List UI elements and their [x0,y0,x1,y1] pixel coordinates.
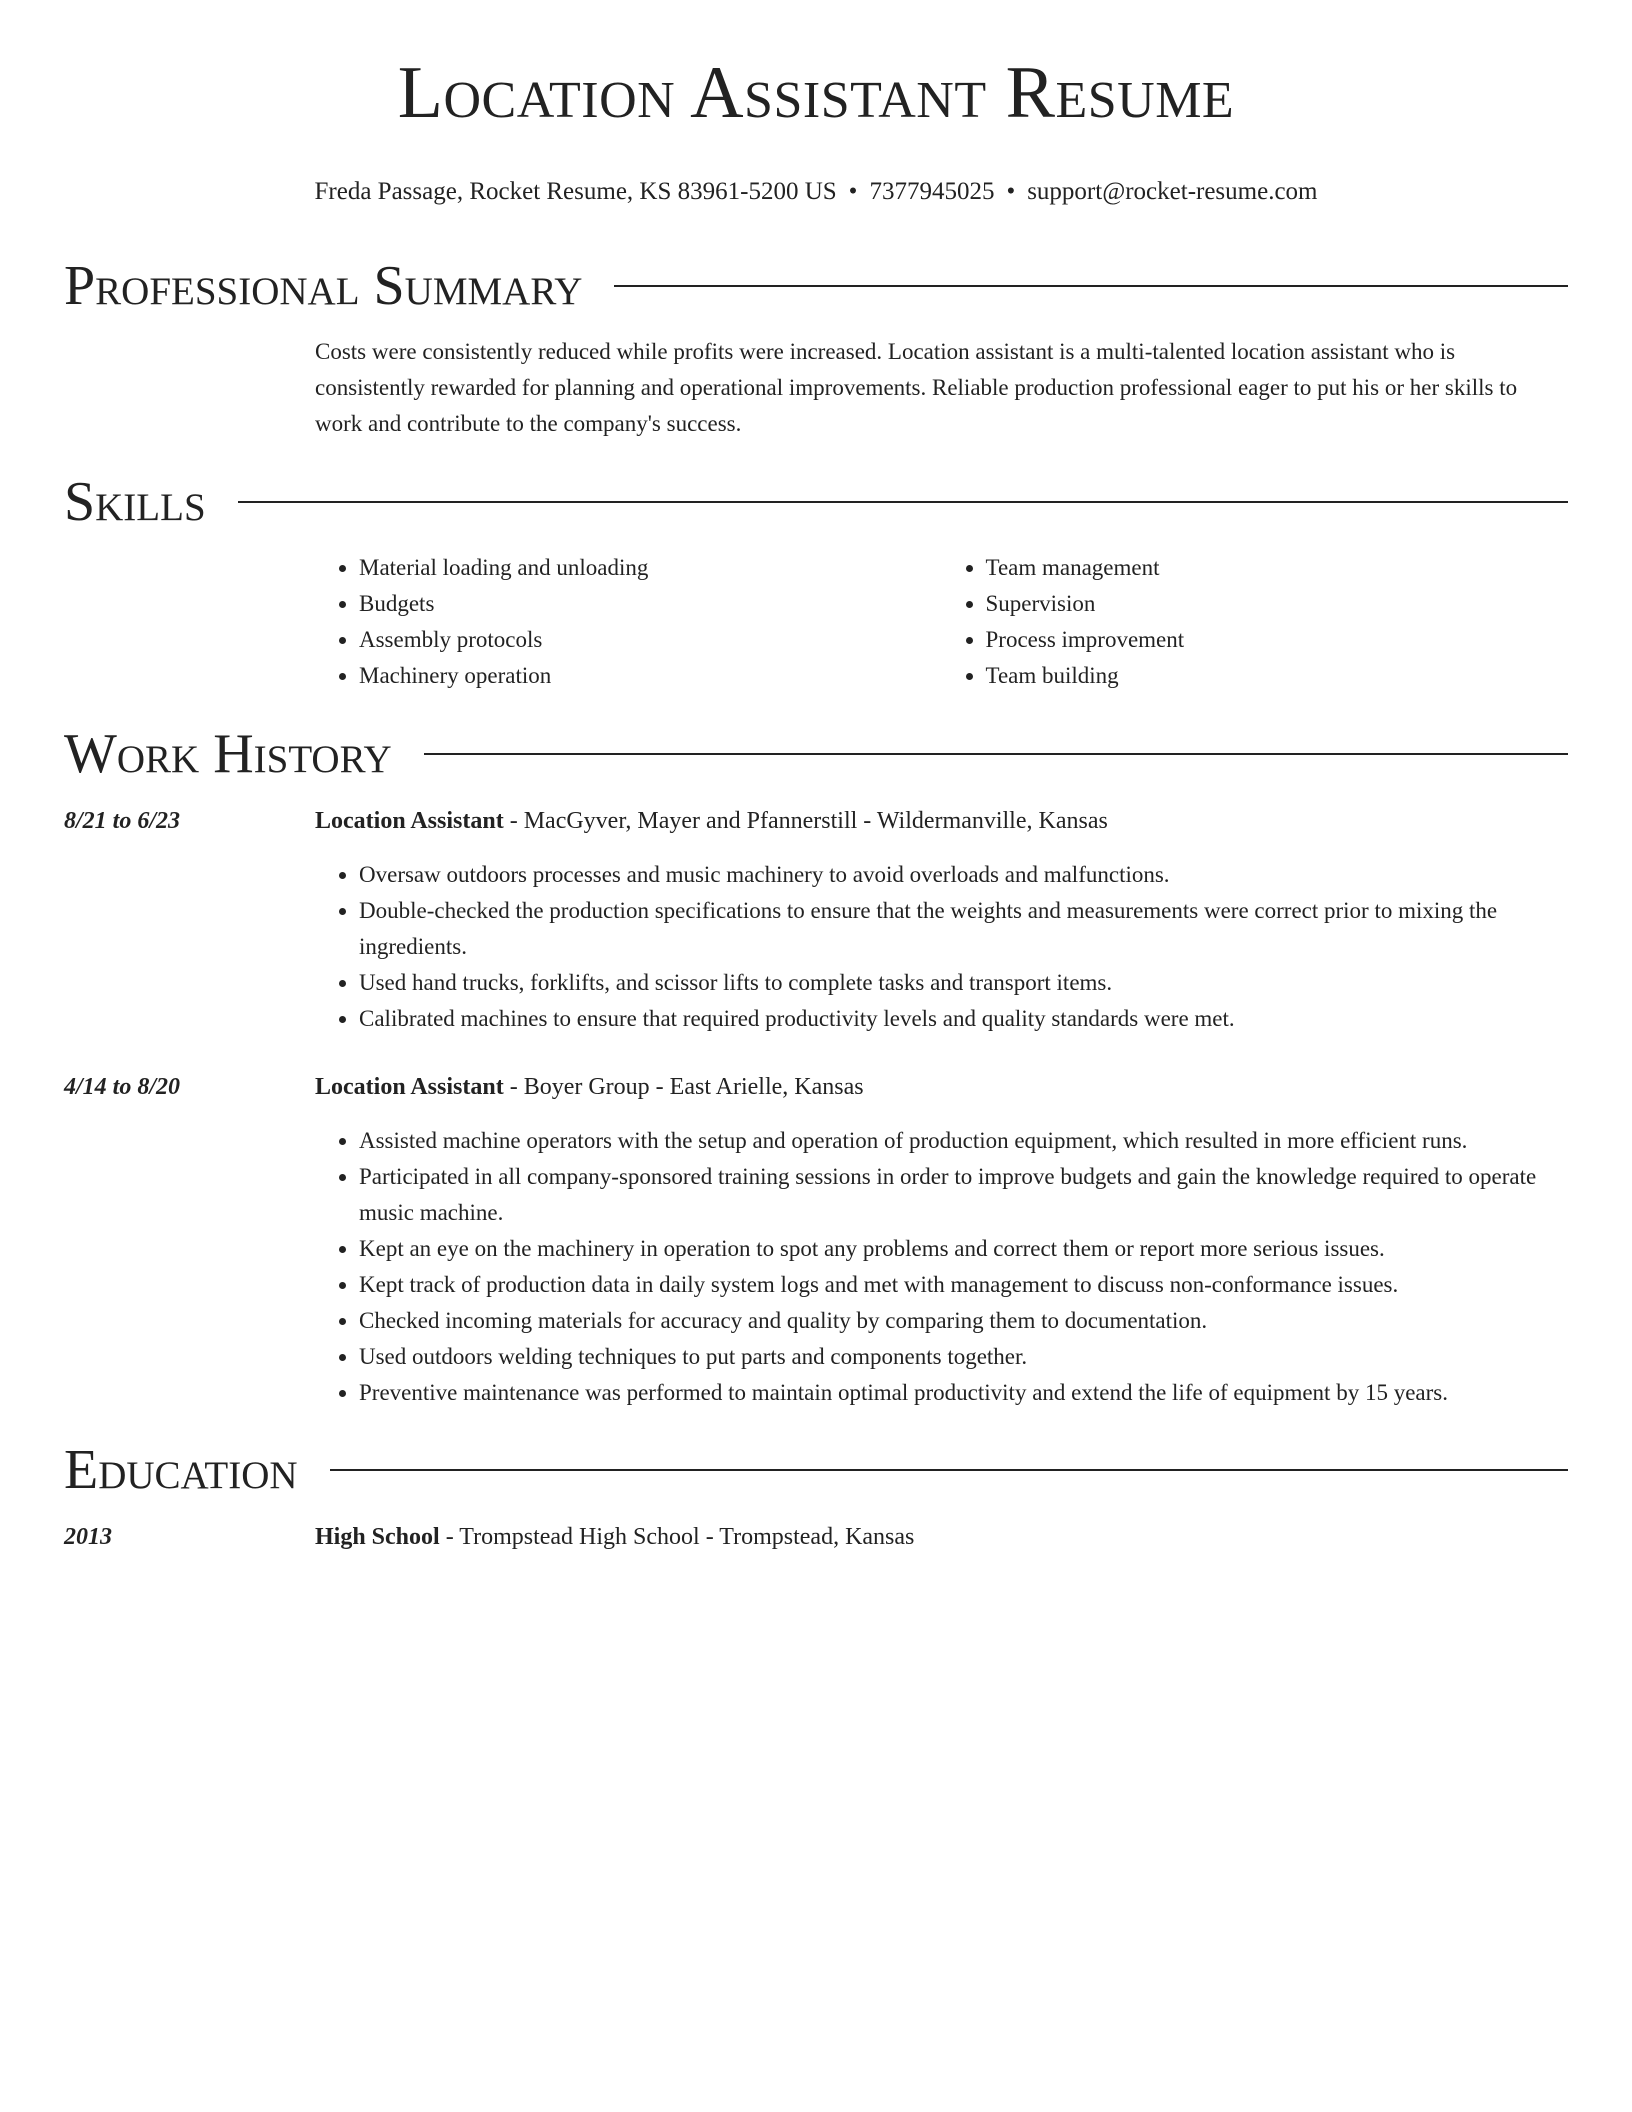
job-bullet: • Kept an eye on the machinery in operation to spot any problems and correct them or report more serious issues. [359,1231,1568,1267]
summary-heading: Professional Summary [64,255,583,317]
section-divider [424,753,1568,755]
job-entry [64,805,1568,1037]
skills-section-header [64,471,1568,533]
skill-item: • Material loading and unloading [359,550,942,586]
job-dates: 8/21 to 6/23 [64,808,181,834]
education-degree: High School [315,1524,440,1550]
job-bullet: • Used hand trucks, forklifts, and scissor lifts to complete tasks and transport items. [359,965,1568,1001]
contact-phone: 7377945025 [869,178,995,205]
job-position: Location Assistant [315,808,504,834]
section-divider [330,1469,1568,1471]
section-divider [238,501,1568,503]
skill-item: • Team building [986,658,1569,694]
skill-item: • Budgets [359,586,942,622]
education-section-header [64,1439,1568,1501]
job-bullet: • Checked incoming materials for accuracy and quality by comparing them to documentation. [359,1303,1568,1339]
job-heading [315,805,1568,837]
skill-item: • Supervision [986,586,1569,622]
contact-email: support@rocket-resume.com [1027,178,1318,205]
education-entry [64,1521,1568,1553]
skills-heading: Skills [64,471,206,533]
section-divider [614,285,1568,287]
job-bullet: • Preventive maintenance was performed to maintain optimal productivity and extend the life of equipment by 15 years. [359,1375,1568,1411]
education-heading: Education [64,1439,298,1501]
job-bullet: • Used outdoors welding techniques to put parts and components together. [359,1339,1568,1375]
contact-line [64,176,1568,208]
job-entry [64,1071,1568,1411]
job-bullets [315,1123,1568,1411]
contact-separator: • [1006,178,1016,205]
resume-title: Location Assistant Resume [397,52,1235,134]
education-year: 2013 [64,1524,112,1550]
summary-section-header [64,255,1568,317]
skill-item: • Process improvement [986,622,1569,658]
education-details: - Trompstead High School - Trompstead, Kansas [439,1524,915,1550]
job-details: - Boyer Group - East Arielle, Kansas [503,1074,864,1100]
job-bullet: • Double-checked the production specifications to ensure that the weights and measurements were correct prior to mixing the ingredients. [359,893,1568,965]
work-section-header [64,723,1568,785]
education-heading-line [315,1521,1568,1553]
job-bullet: • Assisted machine operators with the setup and operation of production equipment, which resulted in more efficient runs. [359,1123,1568,1159]
job-position: Location Assistant [315,1074,504,1100]
job-bullets [315,857,1568,1037]
skill-item: • Machinery operation [359,658,942,694]
job-details: - MacGyver, Mayer and Pfannerstill - Wildermanville, Kansas [503,808,1108,834]
job-heading [315,1071,1568,1103]
work-heading: Work History [64,723,392,785]
summary-text: Costs were consistently reduced while profits were increased. Location assistant is a multi-talented location assistant who is consistently rewarded for planning and operational improvements. Reliable production professional eager to put his or her skills to work and contribute to the company's success. [315,339,1518,436]
contact-address: Freda Passage, Rocket Resume, KS 83961-5200 US [314,178,837,205]
skill-item: • Assembly protocols [359,622,942,658]
skills-list [315,550,1568,694]
job-dates: 4/14 to 8/20 [64,1074,181,1100]
skills-column-right [942,550,1569,694]
contact-separator: • [848,178,858,205]
job-bullet: • Kept track of production data in daily system logs and met with management to discuss non-conformance issues. [359,1267,1568,1303]
job-bullet: • Participated in all company-sponsored training sessions in order to improve budgets and gain the knowledge required to operate music machine. [359,1159,1568,1231]
skill-item: • Team management [986,550,1569,586]
skills-column-left [315,550,942,694]
job-bullet: • Calibrated machines to ensure that required productivity levels and quality standards were met. [359,1001,1568,1037]
job-bullet: • Oversaw outdoors processes and music machinery to avoid overloads and malfunctions. [359,857,1568,893]
